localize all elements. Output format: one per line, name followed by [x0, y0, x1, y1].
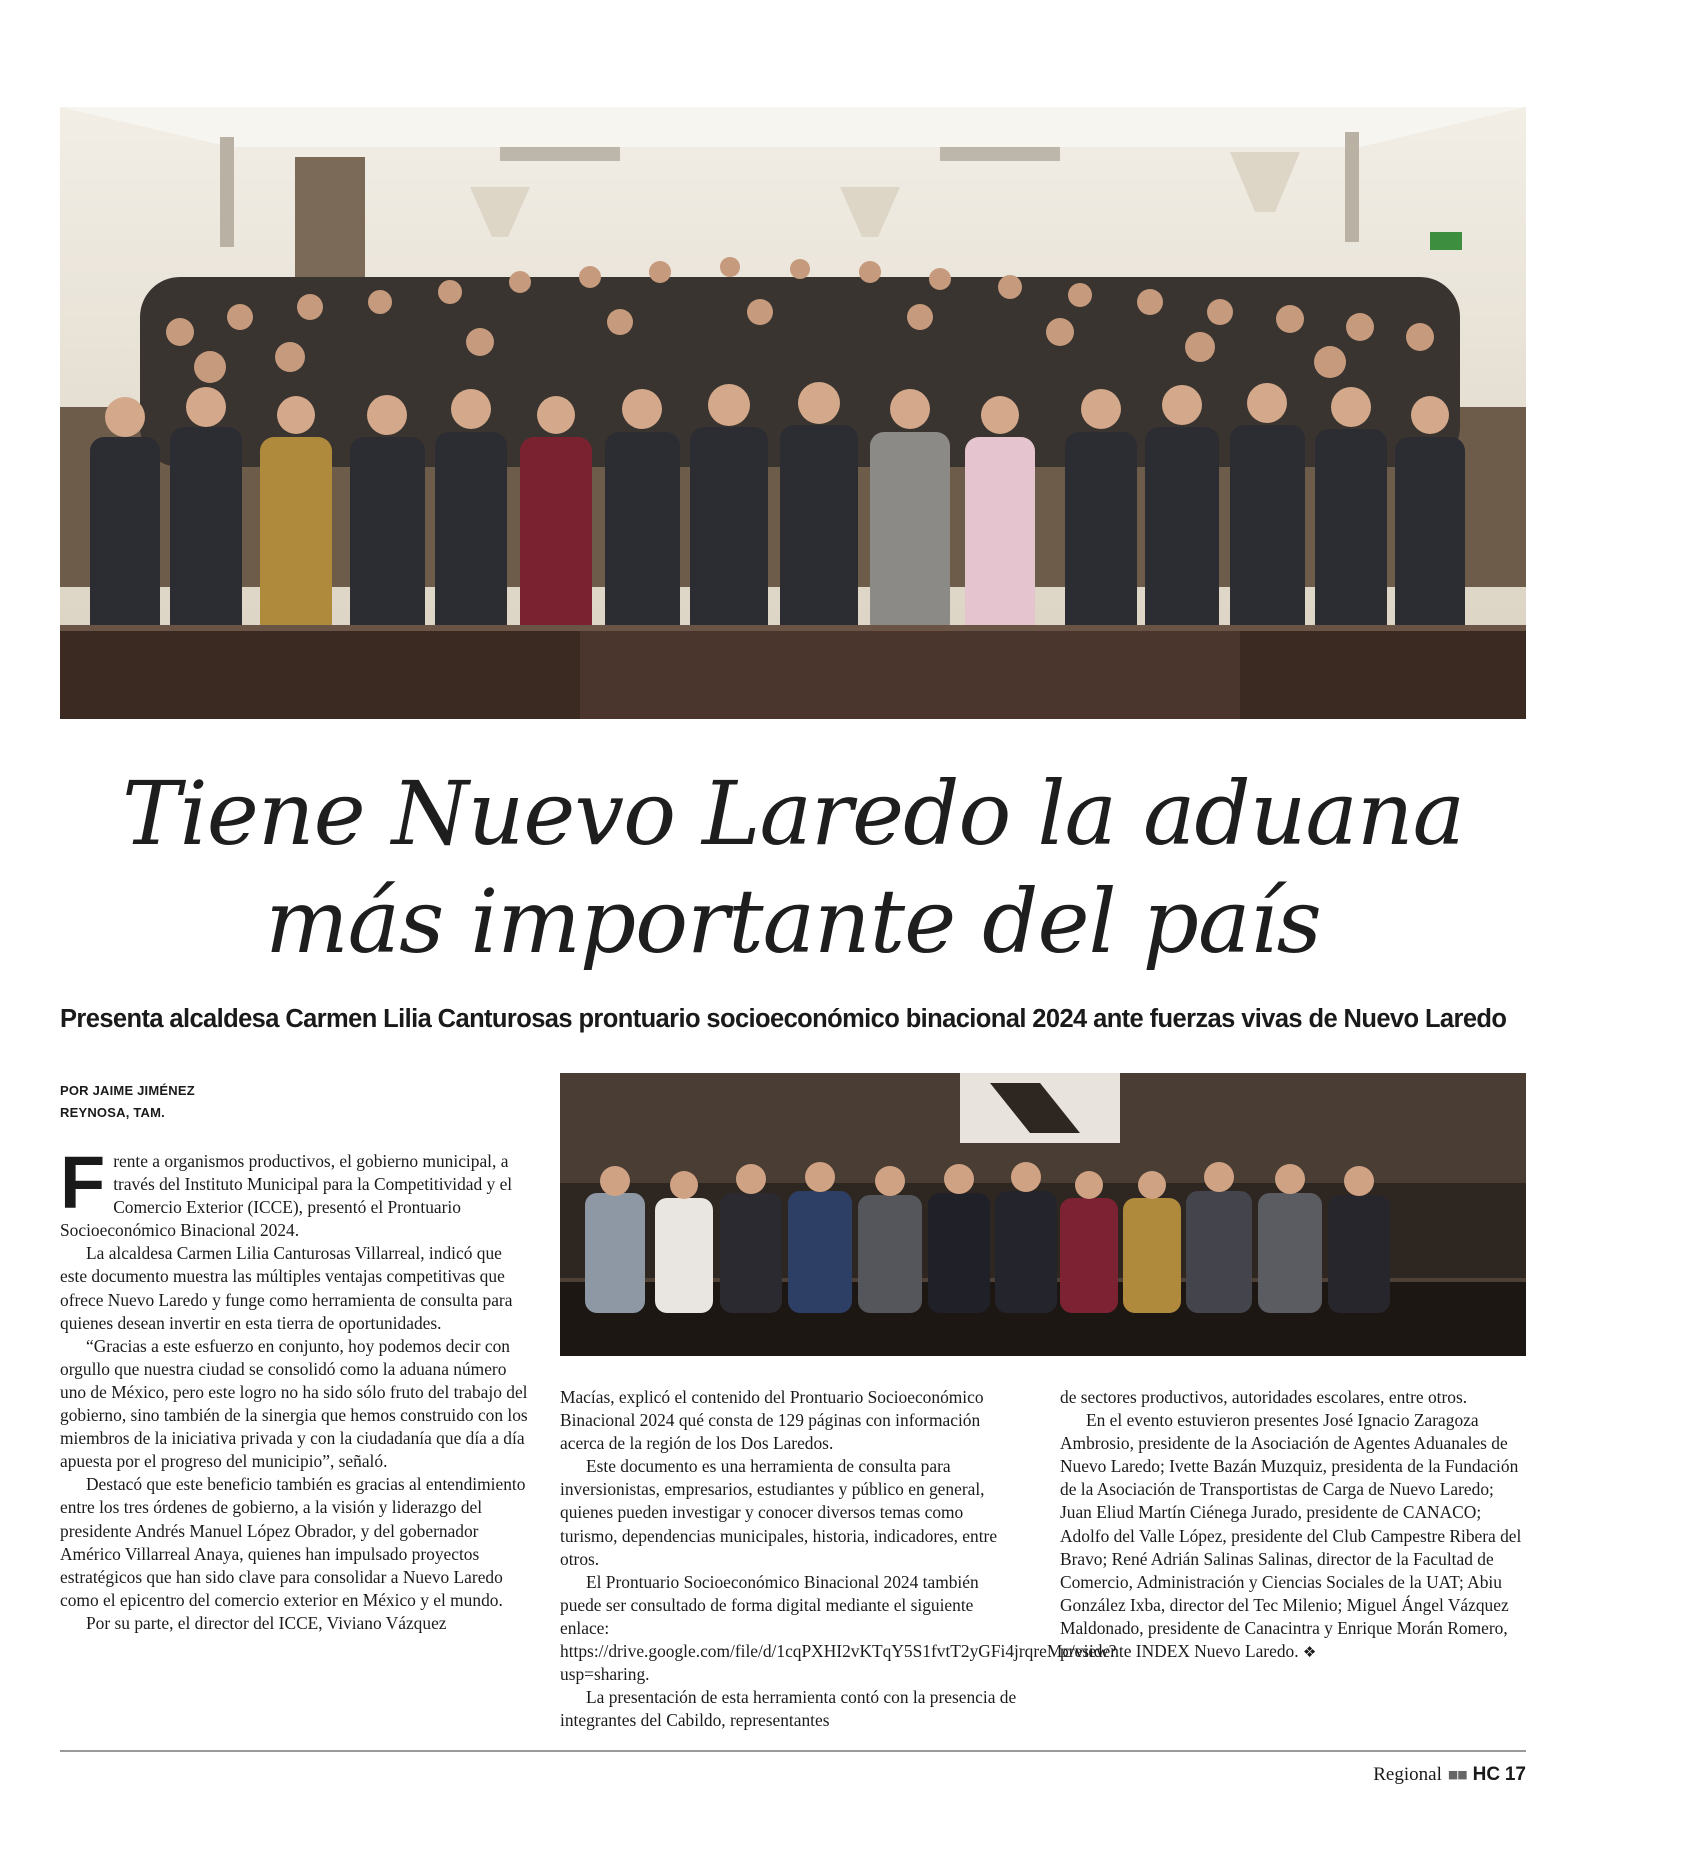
article-column-1 [60, 1141, 528, 1635]
presentation-stage-photo [560, 1073, 1526, 1356]
paragraph: El Prontuario Socioeconómico Binacional 2024 también puede ser consultado de forma digital mediante el siguiente enlace: https://drive.google.com/file/d/1cqPXHI2vKTqY5S1fvtT2yGFi4jrqreMc/view?usp=sharing. [560, 1571, 1117, 1685]
page-folio [1373, 1762, 1526, 1788]
dateline: REYNOSA, TAM. [60, 1105, 165, 1120]
headline-line-1: Tiene Nuevo Laredo la aduana [121, 762, 1465, 865]
drop-cap: F [60, 1141, 106, 1224]
paragraph: La alcaldesa Carmen Lilia Canturosas Villarreal, indicó que este documento muestra las múltiples ventajas competitivas que ofrece Nuevo Laredo y funge como herramienta de consulta para quienes desean invertir en esta tierra de oportunidades. [60, 1243, 513, 1333]
article-column-2 [560, 1386, 1117, 1732]
headline-line-2: más importante del país [265, 870, 1321, 973]
paragraph: de sectores productivos, autoridades escolares, entre otros. [1060, 1387, 1468, 1407]
folio-separator-icon: ■■ [1447, 1768, 1467, 1781]
byline: POR JAIME JIMÉNEZ [60, 1083, 195, 1098]
paragraph: Por su parte, el director del ICCE, Viviano Vázquez [86, 1612, 447, 1633]
section-name: Regional [1373, 1764, 1442, 1785]
paragraph: “Gracias a este esfuerzo en conjunto, hoy podemos decir con orgullo que nuestra ciudad se consolidó como la aduana número uno de México, pero este logro no ha sido sólo fruto del trabajo del gobierno, sino también de la sinergia que hemos construido con los miembros de la iniciativa privada y con la ciudadanía que día a día apuesta por el progreso del municipio”, señaló. [60, 1335, 528, 1472]
page-number: 17 [1504, 1764, 1526, 1785]
auditorium-group-photo [60, 107, 1526, 719]
main-event-photo [60, 107, 1526, 719]
paragraph-final [1060, 1409, 1526, 1664]
lead-paragraph [60, 1141, 528, 1242]
paragraph: La presentación de esta herramienta contó con la presencia de integrantes del Cabildo, representantes [560, 1687, 1017, 1731]
headline [60, 760, 1526, 976]
footer-rule [60, 1750, 1526, 1752]
paragraph-final-text: En el evento estuvieron presentes José Ignacio Zaragoza Ambrosio, presidente de la Asociación de Agentes Aduanales de Nuevo Laredo; Ivette Bazán Muzquiz, presidenta de la Fundación de la Asociación de Transportistas de Carga de Nuevo Laredo; Juan Eliud Martín Ciénega Jurado, presidente de CANACO; Adolfo del Valle López, presidente del Club Campestre Ribera del Bravo; René Adrián Salinas Salinas, director de la Facultad de Comercio, Administración y Ciencias Sociales de la UAT; Abiu González Ixba, director del Tec Milenio; Miguel Ángel Vázquez Maldonado, presidente de Canacintra y Enrique Morán Romero, presidente INDEX Nuevo Laredo. [1060, 1410, 1522, 1662]
paragraph: Macías, explicó el contenido del Prontuario Socioeconómico Binacional 2024 qué consta de 129 páginas con información acerca de la región de los Dos Laredos. [560, 1387, 984, 1454]
publication-initials: HC [1472, 1764, 1501, 1785]
lead-paragraph-text: rente a organismos productivos, el gobierno municipal, a través del Instituto Municipal para la Competitividad y el Comercio Exterior (ICCE), presentó el Prontuario Socioeconómico Binacional 2024. [60, 1151, 513, 1241]
paragraph: Destacó que este beneficio también es gracias al entendimiento entre los tres órdenes de gobierno, a la visión y liderazgo del presidente Andrés Manuel López Obrador, y del gobernador Américo Villarreal Anaya, quienes han impulsado proyectos estratégicos que han sido clave para consolidar a Nuevo Laredo como el epicentro del comercio exterior en México y el mundo. [60, 1474, 526, 1610]
article-column-3 [1060, 1386, 1526, 1664]
stage-group-photo [560, 1073, 1526, 1356]
paragraph: Este documento es una herramienta de consulta para inversionistas, empresarios, estudiantes y público en general, quienes pueden investigar y conocer diversos temas como turismo, dependencias municipales, historia, indicadores, entre otros. [560, 1456, 998, 1569]
deck-subheadline: Presenta alcaldesa Carmen Lilia Canturosas prontuario socioeconómico binacional 2024 ante fuerzas vivas de Nuevo Laredo [60, 1005, 1507, 1033]
end-mark-icon: ❖ [1302, 1643, 1317, 1662]
byline-block [60, 1080, 520, 1124]
